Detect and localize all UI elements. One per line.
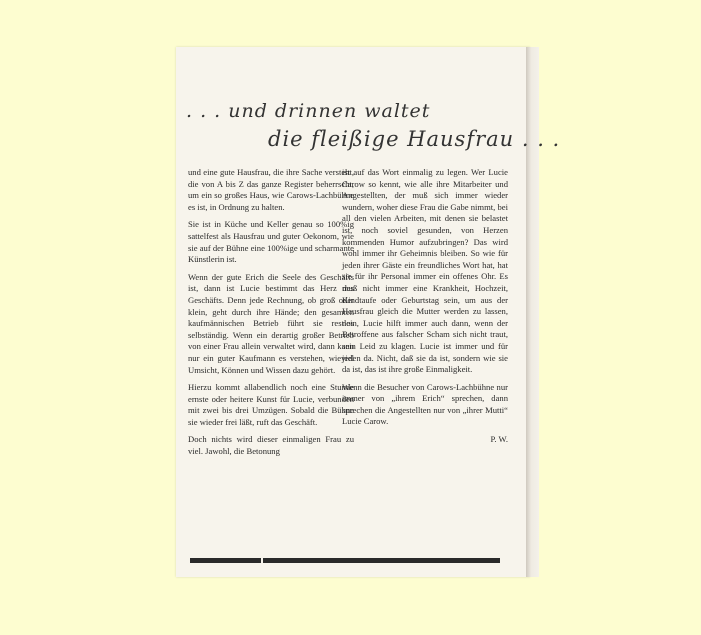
author-signature: P. W. xyxy=(490,434,508,445)
paragraph: Sie ist in Küche und Keller genau so 100%ig sattelfest als Hausfrau und guter Oekonom, wie sie auf der Bühne eine 100%ige und scharmante Künstlerin ist. xyxy=(188,219,354,265)
left-text-column xyxy=(188,167,354,464)
bottom-rule-right xyxy=(263,558,500,563)
heading-line-1: . . . und drinnen waltet xyxy=(186,100,431,122)
bottom-rule-left xyxy=(190,558,261,563)
paragraph: und eine gute Hausfrau, die ihre Sache versteht, die von A bis Z das ganze Register beherrscht, um ein so großes Haus, wie Carows-Lachbühne es ist, in Ordnung zu halten. xyxy=(188,167,354,212)
right-text-column xyxy=(342,167,508,452)
heading-line-2: die fleißige Hausfrau . . . xyxy=(268,127,561,151)
paragraph: Wenn die Besucher von Carows-Lachbühne nur immer von „ihrem Erich“ sprechen, dann sprechen die Angestellten nur von „ihrer Mutti“ Lucie Carow. xyxy=(342,381,508,427)
paragraph: Doch nichts wird dieser einmaligen Frau zu viel. Jawohl, die Betonung xyxy=(188,434,354,457)
paragraph: ist auf das Wort einmalig zu legen. Wer Lucie Carow so kennt, wie alle ihre Mitarbeiter und Angestellten, der muß sich immer wieder wundern, woher diese Frau die Gabe nimmt, bei all den vielen Arbeiten, mit denen sie belastet ist, noch soviel gesunden, von Herzen kommenden Humor aufzubringen? Das wird wohl immer ihr Geheimnis bleiben. So wie für jeden ihrer Gäste ein freundliches Wort hat, hat sie für ihr Personal immer ein offenes Ohr. Es muß nicht immer eine Krankheit, Hochzeit, Kindtaufe oder Geburtstag sein, um aus der Hausfrau gleich die Mutter werden zu lassen, nein, Lucie hilft immer auch dann, wenn der Betroffene aus falscher Scham sich nicht traut, sein Leid zu klagen. Lucie ist immer und für jeden da. Nicht, daß sie da ist, sondern wie sie da ist, das ist ihre große Einmaligkeit. xyxy=(342,167,508,375)
paragraph: Wenn der gute Erich die Seele des Geschäfts ist, dann ist Lucie bestimmt das Herz des Geschäfts. Denn jede Rechnung, ob groß oder klein, geht durch ihre Hände; den gesamten kaufmännischen Betrieb führt sie restlos selbständig. Wenn ein derartig großer Betrieb von einer Frau allein verwaltet wird, dann kann nur ein guter Kaufmann es verstehen, wieviel Umsicht, Können und Wissen dazu gehört. xyxy=(188,271,354,375)
paragraph: Hierzu kommt allabendlich noch eine Stunde ernste oder heitere Kunst für Lucie, verbunden mit zwei bis drei Umzügen. Sobald die Bühne sie wieder frei läßt, ruft das Geschäft. xyxy=(188,382,354,427)
